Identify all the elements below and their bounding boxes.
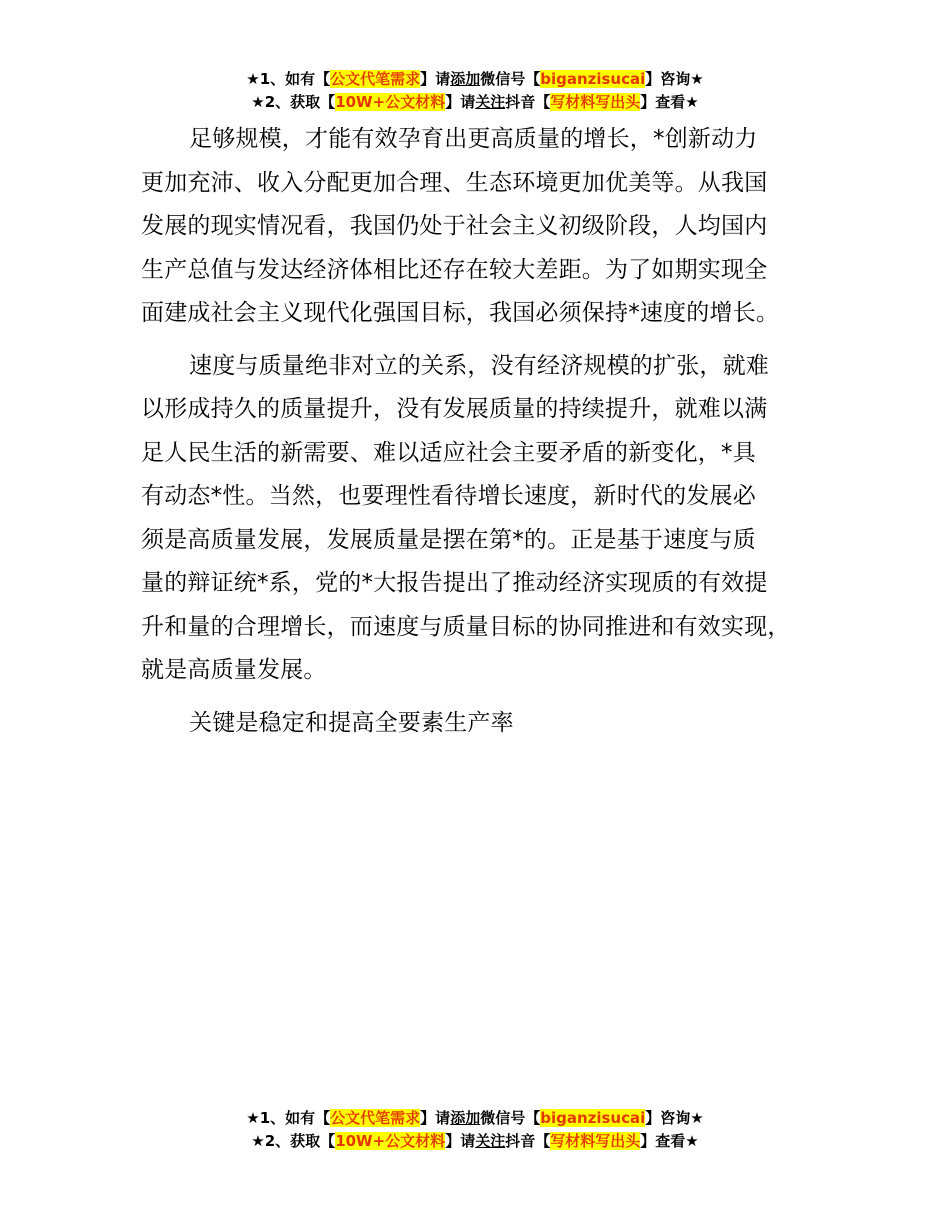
banner-text: 微信号【 [480, 1109, 541, 1127]
text-line: 升和量的合理增长，而速度与质量目标的协同推进和有效实现， [141, 613, 791, 640]
text-line: 关键是稳定和提高全要素生产率 [189, 709, 514, 736]
banner-highlight: 公文代笔需求 [330, 70, 421, 88]
banner-highlight: 10W+公文材料 [335, 1132, 446, 1150]
text-line: 更加充沛、收入分配更加合理、生态环境更加优美等。从我国 [141, 169, 768, 196]
banner-highlight: biganzisucai [540, 1109, 646, 1127]
banner-text: 抖音【 [505, 93, 551, 111]
paragraph [141, 702, 831, 746]
bottom-banner [0, 1107, 950, 1153]
banner-underlined: 关注 [475, 93, 506, 111]
paragraph [141, 345, 831, 693]
banner-text: ★1、如有【 [246, 1109, 331, 1127]
banner-underlined: 关注 [475, 1132, 506, 1150]
text-line: 以形成持久的质量提升，没有发展质量的持续提升，就难以满 [141, 396, 768, 422]
text-line: 有动态*性。当然，也要理性看待增长速度，新时代的发展必 [141, 483, 756, 509]
banner-text: 】请 [420, 1109, 451, 1127]
banner-text: ★1、如有【 [246, 70, 331, 88]
banner-text: ★2、获取【 [251, 1132, 336, 1150]
banner-text: ★2、获取【 [251, 93, 336, 111]
text-line: 量的辩证统*系，党的*大报告提出了推动经济实现质的有效提 [141, 570, 768, 596]
banner-line-2 [0, 1130, 950, 1153]
banner-highlight: 10W+公文材料 [335, 93, 446, 111]
banner-text: 】咨询★ [645, 70, 704, 88]
banner-text: 微信号【 [480, 70, 541, 88]
banner-underlined: 添加 [450, 1109, 481, 1127]
banner-underlined: 添加 [450, 70, 481, 88]
text-line: 须是高质量发展，发展质量是摆在第*的。正是基于速度与质 [141, 526, 756, 553]
text-line: 生产总值与发达经济体相比还存在较大差距。为了如期实现全 [141, 256, 768, 283]
text-line: 足够规模，才能有效孕育出更高质量的增长，*创新动力 [189, 126, 758, 152]
banner-line-2 [0, 91, 950, 114]
text-line: 发展的现实情况看，我国仍处于社会主义初级阶段，人均国内 [141, 213, 768, 239]
banner-highlight: 写材料写出头 [550, 93, 641, 111]
paragraph [141, 118, 831, 336]
text-line: 速度与质量绝非对立的关系，没有经济规模的扩张，就难 [189, 352, 769, 379]
text-line: 就是高质量发展。 [141, 657, 327, 683]
banner-text: 】请 [420, 70, 451, 88]
banner-line-1 [0, 68, 950, 91]
top-banner [0, 68, 950, 114]
banner-text: 】咨询★ [645, 1109, 704, 1127]
banner-text: 】请 [445, 1132, 476, 1150]
banner-text: 】查看★ [640, 1132, 699, 1150]
banner-text: 抖音【 [505, 1132, 551, 1150]
banner-text: 】查看★ [640, 93, 699, 111]
banner-text: 】请 [445, 93, 476, 111]
banner-highlight: 写材料写出头 [550, 1132, 641, 1150]
document-body [141, 118, 831, 745]
banner-line-1 [0, 1107, 950, 1130]
banner-highlight: 公文代笔需求 [330, 1109, 421, 1127]
text-line: 足人民生活的新需要、难以适应社会主要矛盾的新变化，*具 [141, 439, 756, 466]
banner-highlight: biganzisucai [540, 70, 646, 88]
text-line: 面建成社会主义现代化强国目标，我国必须保持*速度的增长。 [141, 300, 780, 326]
